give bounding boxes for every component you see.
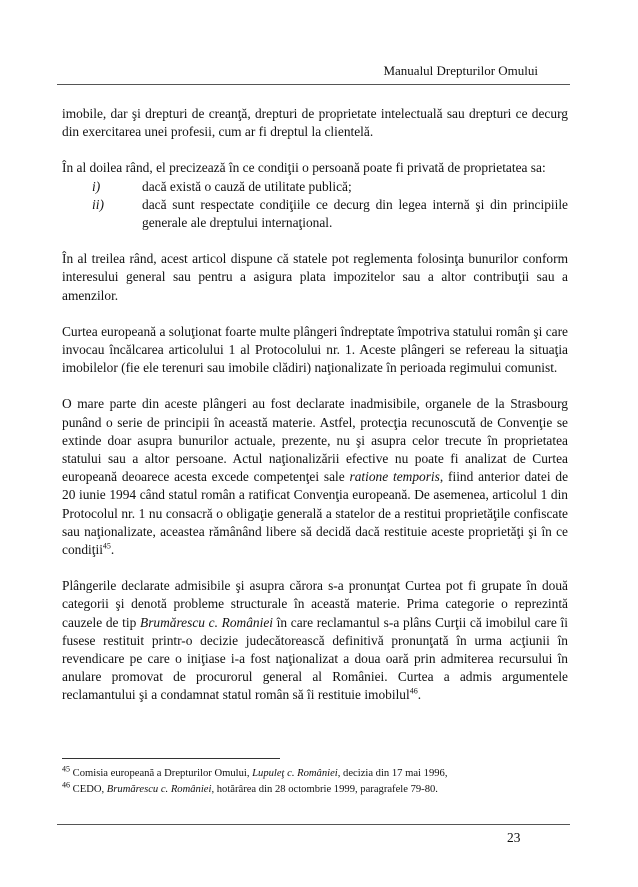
- footnote-ref[interactable]: 45: [102, 541, 111, 551]
- footnote-text: , hotărârea din 28 octombrie 1999, paragrafele 79-80.: [211, 784, 438, 795]
- header-divider: [57, 84, 570, 85]
- footnote-number: 45: [62, 764, 70, 774]
- running-header: Manualul Drepturilor Omului: [383, 63, 538, 78]
- paragraph-text: .: [110, 542, 115, 558]
- paragraph: imobile, dar şi drepturi de creanţă, drepturi de proprietate intelectuală sau drepturi ce decurg din exercitarea unei profesii, cum ar fi dreptul la clientelă.: [62, 106, 568, 140]
- latin-term: ratione temporis: [349, 469, 440, 485]
- footnote-text: CEDO,: [72, 784, 107, 795]
- footnote-text: , decizia din 17 mai 1996,: [337, 768, 448, 779]
- footer-divider: [57, 824, 570, 825]
- footnote-ref[interactable]: 46: [409, 687, 418, 697]
- case-name: Lupuleţ c. României: [252, 768, 338, 779]
- case-name: Brumărescu c. României: [106, 784, 212, 795]
- page-number: 23: [507, 830, 521, 845]
- paragraph: În al treilea rând, acest articol dispune că statele pot reglementa folosinţa bunurilor conform interesului general sau pentru a asigura plata impozitelor sau a altor contribuţii sau a amenzilor.: [62, 251, 568, 303]
- paragraph-text: , fiind anterior datei de 20 iunie 1994 când statul român a ratificat Convenţia europeană. De asemenea, articolul 1 din Protocolul nr. 1 nu consacră o obligaţie generală a statelor de a restitui proprietăţile confiscate sau naţionalizate, aceastea rămânând libere să decidă dacă restituie aceste proprietăţi şi în ce condiţii: [62, 469, 569, 558]
- list-marker: ii): [92, 196, 104, 212]
- list-item-text: dacă există o cauză de utilitate publică;: [142, 178, 352, 194]
- paragraph-text: în care reclamantul s-a plâns Curţii că imobilul care îi fusese restituit printr-o decizie judecătorească definitivă pronunţată în urma acţiunii în revendicare pe care o iniţiase i-a fost naţionalizat a doua oară prin admiterea recursului în anulare promovat de procurorul general al României. Curtea a admis argumentele reclamantului şi a condamnat statul român să îi restituie imobilul: [62, 614, 569, 703]
- list-item: [62, 196, 568, 232]
- footnote-divider: [62, 758, 280, 759]
- paragraph-text: O mare parte din aceste plângeri au fost declarate inadmisibile, organele de la Strasbourg punând o serie de principii în această materie. Astfel, protecţia recunoscută de Convenţie se extinde doar asupra bunurilor actuale, prezente, nu şi asupra celor trecute în proprietatea statului sau a altor persoane. Actul naţionalizării efective nu poate fi analizat de Curtea europeană deoarece acesta excede competenţei sale: [62, 396, 568, 485]
- list-marker: i): [92, 178, 101, 194]
- paragraph-text: Plângerile declarate admisibile şi asupra cărora s-a pronunţat Curtea pot fi grupate în două categorii şi denotă probleme structurale în această materie. Prima categorie o reprezintă cauzele de tip: [62, 578, 568, 630]
- list-item: [62, 178, 568, 196]
- paragraph: [62, 395, 568, 559]
- paragraph: Curtea europeană a soluţionat foarte multe plângeri îndreptate împotriva statului român şi care invocau încălcarea articolului 1 al Protocolului nr. 1. Aceste plângeri se refereau la situaţia imobilelor (fie ele terenuri sau imobile clădiri) naţionalizate în perioada regimului comunist.: [62, 323, 568, 376]
- footnote-number: 46: [62, 780, 70, 790]
- footnotes: [62, 766, 572, 798]
- footnote-text: Comisia europeană a Drepturilor Omului,: [72, 768, 253, 779]
- paragraph: [62, 577, 568, 704]
- body-text: [62, 105, 568, 723]
- list-item-text: dacă sunt respectate condiţiile ce decurg din legea internă şi din principiile generale ale dreptului internaţional.: [142, 196, 568, 231]
- paragraph: În al doilea rând, el precizează în ce condiţii o persoană poate fi privată de proprietatea sa:: [62, 160, 546, 176]
- footnote: [62, 766, 572, 782]
- paragraph-text: .: [417, 687, 422, 703]
- condition-list: [62, 178, 568, 233]
- case-name: Brumărescu c. României: [140, 614, 273, 630]
- footnote: [62, 782, 572, 798]
